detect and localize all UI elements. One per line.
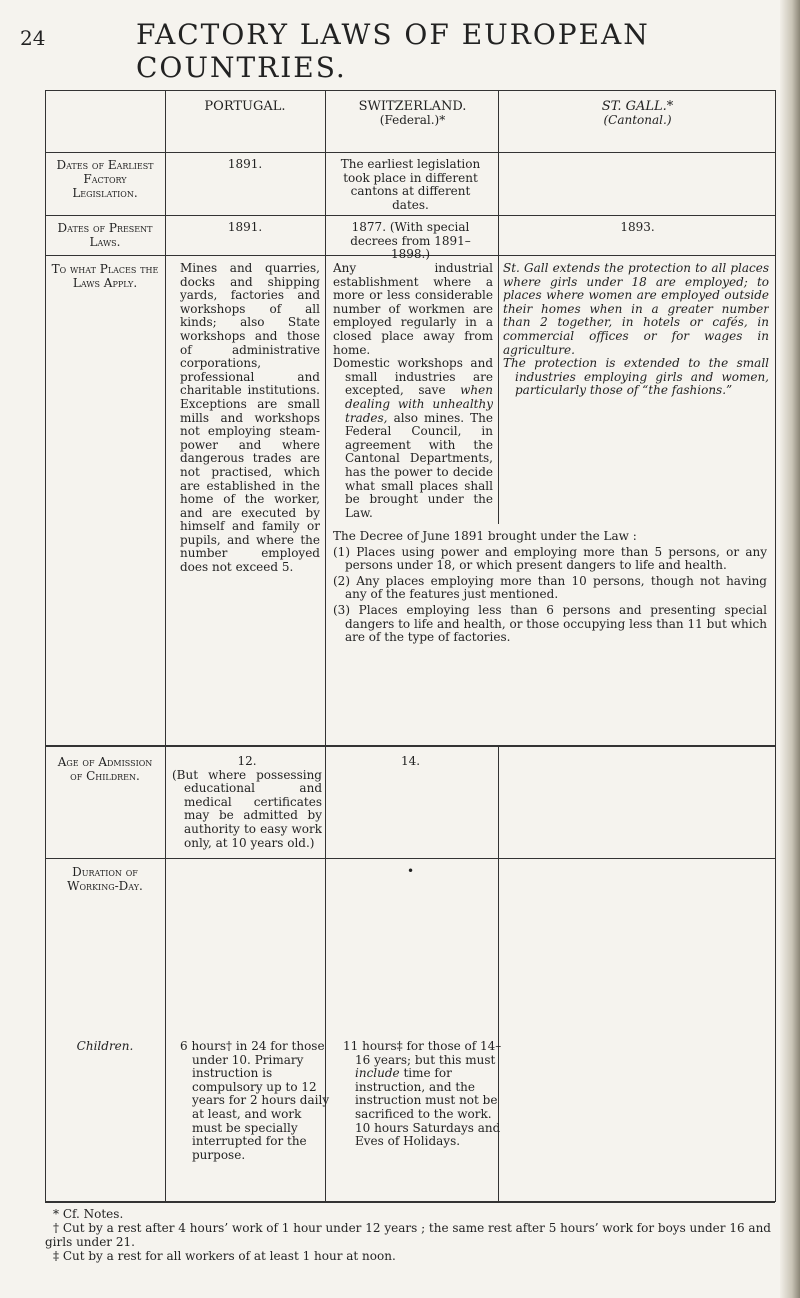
running-title: FACTORY LAWS OF EUROPEAN COUNTRIES. (136, 18, 650, 84)
switzerland-places-p2: Domestic workshops and small industries are excepted, save when dealing with unhealthy trades, also mines. The Federal Council, in agreement with the Cantonal Departments, has the power to decide what small places shall be brought under the Law. (333, 356, 493, 520)
row-label-duration: Duration of Working-Day. (67, 865, 143, 893)
portugal-age-number: 12. (237, 755, 257, 768)
portugal-earliest: 1891. (227, 158, 263, 171)
row-label-age: Age of Admission of Children. (57, 755, 153, 783)
switzerland-present: 1877. (With special decrees from 1891–1898.) (350, 221, 471, 262)
column-note-switzerland: (Federal.)* (379, 113, 446, 127)
portugal-present: 1891. (227, 221, 263, 234)
portugal-places: Mines and quarries, docks and shipping yards, factories and workshops of all kinds; also State workshops and those of administrative corporations, professional and charitable institutions. Exceptions are small mills and workshops not employing steam-power and where dangerous trades are not practised, which are established in the home of the worker, and are executed by himself and family or pupils, and where the number employed does not exceed 5. (180, 262, 320, 575)
decree-item-1: (1) Places using power and employing more than 5 persons, or any persons under 18, or which present dangers to life and health. (333, 544, 767, 573)
column-header-portugal: PORTUGAL. (204, 100, 286, 114)
footnote-1: * Cf. Notes. (53, 1207, 124, 1221)
switzerland-duration-marker: • (406, 865, 415, 878)
footnotes (45, 1207, 785, 1263)
row-label-earliest: Dates of Earliest Factory Legislation. (56, 158, 154, 200)
page-number: 24 (20, 26, 46, 50)
column-header-switzerland: SWITZERLAND. (Federal.)* (330, 100, 495, 128)
portugal-age-note: (But where possessing educational and medical certificates may be admitted by authority to easy work only, at 10 years old.) (172, 767, 322, 850)
portugal-age (172, 755, 322, 850)
switzerland-earliest: The earliest legislation took place in different cantons at different dates. (340, 158, 481, 212)
decree-item-2: (2) Any places employing more than 10 persons, though not having any of the features just mentioned. (333, 573, 767, 602)
row-label-present: Dates of Present Laws. (57, 221, 153, 249)
switzerland-duration-children: 11 hours‡ for those of 14–16 years; but this must include time for instruction, and the instruction must not be sacrificed to the work. 10 hours Saturdays and Eves of Holidays. (343, 1040, 502, 1149)
decree-june-1891 (333, 530, 767, 645)
st-gall-places-p2: The protection is extended to the small industries employing girls and women, particularly those of “the fashions.” (503, 356, 769, 398)
footnote-3: ‡ Cut by a rest for all workers of at least 1 hour at noon. (53, 1249, 396, 1263)
switzerland-age: 14. (400, 755, 421, 768)
portugal-duration-children: 6 hours† in 24 for those under 10. Primary instruction is compulsory up to 12 years for 2 hours daily at least, and work must be specially interrupted for the purpose. (180, 1040, 330, 1162)
st-gall-places-p1: St. Gall extends the protection to all places where girls under 18 are employed; to places where women are employed outside their homes when in a greater number than 2 together, in hotels or cafés, in commercial offices or for wages in agriculture. (503, 262, 769, 357)
st-gall-places (503, 262, 769, 398)
column-note-st-gall: (Cantonal.) (603, 113, 672, 127)
switzerland-places (333, 262, 493, 520)
row-label-places: To what Places the Laws Apply. (51, 262, 159, 290)
page-header (18, 6, 778, 84)
decree-intro: The Decree of June 1891 brought under the Law : (333, 530, 637, 543)
column-header-st-gall: ST. GALL.* (Cantonal.) (505, 100, 770, 128)
footnote-2: † Cut by a rest after 4 hours’ work of 1 hour under 12 years ; the same rest after 5 hours’ work for boys under 16 and girls under 21. (45, 1221, 771, 1249)
row-sublabel-children: Children. (76, 1040, 134, 1053)
switzerland-places-p1: Any industrial establishment where a more or less considerable number of workmen are employed regularly in a closed place away from home. (333, 262, 493, 357)
st-gall-present: 1893. (620, 221, 655, 234)
decree-item-3: (3) Places employing less than 6 persons and presenting special dangers to life and health, or those occupying less than 11 but which are of the type of factories. (333, 602, 767, 645)
page-edge-shadow (780, 0, 800, 1298)
